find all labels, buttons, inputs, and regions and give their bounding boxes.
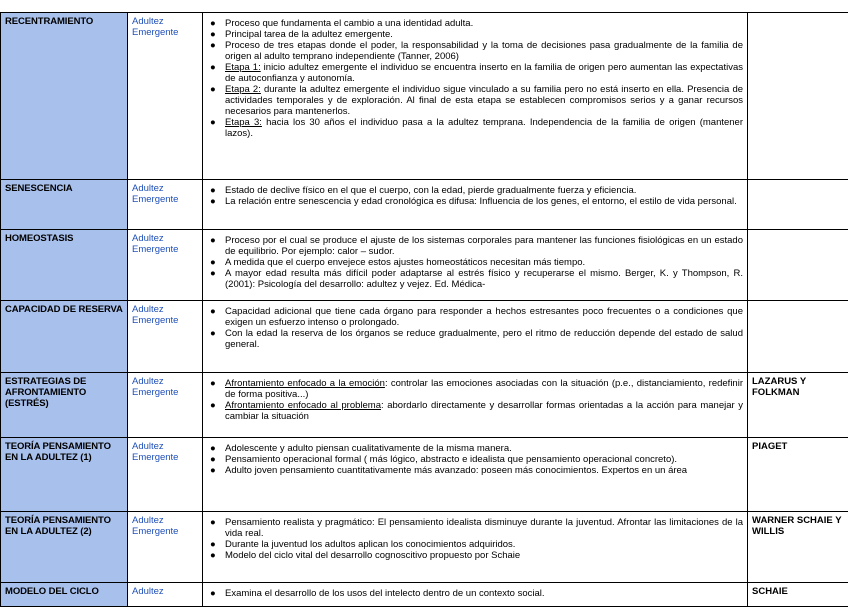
bullet-icon: ● (210, 539, 216, 550)
item-text: Examina el desarrollo de los usos del intelecto dentro de un contexto social. (225, 588, 545, 599)
bullet-icon: ● (210, 62, 216, 73)
list-item (225, 257, 743, 268)
item-text: Capacidad adicional que tiene cada órgano para responder a hechos estresantes poco frecuentes o a condiciones que exigen un esfuerzo intenso o prolongado. (225, 306, 743, 328)
table-row (1, 512, 848, 583)
bullet-icon: ● (210, 378, 216, 389)
author-cell: WARNER SCHAIE Y WILLIS (748, 512, 848, 583)
item-text: Adulto joven pensamiento cuantitativamente más avanzado: poseen más conocimientos. Expertos en un área (225, 465, 687, 476)
list-item (225, 400, 743, 422)
item-text: Proceso que fundamenta el cambio a una identidad adulta. (225, 18, 473, 29)
table-row (1, 373, 848, 438)
author-cell: PIAGET (748, 438, 848, 512)
description-cell (203, 13, 748, 180)
table-row (1, 230, 848, 301)
author-cell: SCHAIE (748, 583, 848, 607)
list-item (225, 235, 743, 257)
bullet-icon: ● (210, 196, 216, 207)
item-text: Pensamiento operacional formal ( más lógico, abstracto e idealista que pensamiento operacional concreto). (225, 454, 677, 465)
item-text: Proceso por el cual se produce el ajuste de los sistemas corporales para mantener las funciones fisiológicas en un estado de equilibrio. Por ejemplo: calor – sudor. (225, 235, 743, 257)
bullet-list (207, 18, 743, 139)
item-text: Con la edad la reserva de los órganos se reduce gradualmente, pero el ritmo de reducción depende del estado de salud general. (225, 328, 743, 350)
bullet-icon: ● (210, 328, 216, 339)
bullet-icon: ● (210, 400, 216, 411)
stage-cell: Adultez Emergente (128, 180, 203, 230)
item-label: Etapa 2: (225, 84, 261, 95)
list-item (225, 29, 743, 40)
table-row (1, 583, 848, 607)
glossary-rows (1, 13, 848, 607)
bullet-icon: ● (210, 257, 216, 268)
bullet-icon: ● (210, 550, 216, 561)
item-text: Adolescente y adulto piensan cualitativamente de la misma manera. (225, 443, 512, 454)
table-row (1, 438, 848, 512)
stage-cell: Adultez (128, 583, 203, 607)
term-cell: MODELO DEL CICLO (1, 583, 128, 607)
item-text: La relación entre senescencia y edad cronológica es difusa: Influencia de los genes, el entorno, el estilo de vida personal. (225, 196, 737, 207)
list-item (225, 18, 743, 29)
list-item (225, 539, 743, 550)
term-cell: TEORÍA PENSAMIENTO EN LA ADULTEZ (1) (1, 438, 128, 512)
bullet-icon: ● (210, 306, 216, 317)
description-cell (203, 583, 748, 607)
bullet-icon: ● (210, 18, 216, 29)
bullet-icon: ● (210, 454, 216, 465)
list-item (225, 196, 743, 207)
item-text: Modelo del ciclo vital del desarrollo cognoscitivo propuesto por Schaie (225, 550, 520, 561)
list-item (225, 306, 743, 328)
bullet-list (207, 443, 743, 476)
item-text: hacia los 30 años el individuo pasa a la adultez temprana. Independencia de la familia de origen (mantener lazos). (225, 117, 743, 139)
description-cell (203, 180, 748, 230)
author-cell (748, 230, 848, 301)
stage-cell: Adultez Emergente (128, 13, 203, 180)
bullet-icon: ● (210, 29, 216, 40)
list-item (225, 117, 743, 139)
bullet-list (207, 517, 743, 561)
item-label: Etapa 1: (225, 62, 261, 73)
bullet-icon: ● (210, 465, 216, 476)
author-cell (748, 301, 848, 373)
table-row (1, 13, 848, 180)
table-row (1, 180, 848, 230)
list-item (225, 454, 743, 465)
term-cell: CAPACIDAD DE RESERVA (1, 301, 128, 373)
term-cell: HOMEOSTASIS (1, 230, 128, 301)
list-item (225, 62, 743, 84)
list-item (225, 465, 743, 476)
bullet-icon: ● (210, 443, 216, 454)
glossary-table (0, 12, 848, 607)
list-item (225, 443, 743, 454)
item-label: Etapa 3: (225, 117, 262, 128)
list-item (225, 268, 743, 290)
term-cell: ESTRATEGIAS DE AFRONTAMIENTO (ESTRÉS) (1, 373, 128, 438)
bullet-icon: ● (210, 588, 216, 599)
description-cell (203, 301, 748, 373)
item-text: inicio adultez emergente el individuo se encuentra inserto en la familia de origen pero aumentan las expectativas de autoconfianza y autonomía. (225, 62, 743, 84)
bullet-icon: ● (210, 517, 216, 528)
list-item (225, 378, 743, 400)
table-row (1, 301, 848, 373)
item-text: Principal tarea de la adultez emergente. (225, 29, 393, 40)
item-text: Proceso de tres etapas donde el poder, la responsabilidad y la toma de decisiones pasa gradualmente de la familia de origen al adulto temprano independiente (Tanner, 2006) (225, 40, 743, 62)
stage-cell: Adultez Emergente (128, 301, 203, 373)
description-cell (203, 373, 748, 438)
item-label: Afrontamiento enfocado al problema (225, 400, 381, 411)
list-item (225, 550, 743, 561)
bullet-icon: ● (210, 40, 216, 51)
stage-cell: Adultez Emergente (128, 373, 203, 438)
author-cell (748, 180, 848, 230)
item-text: : abordarlo directamente y desarrollar formas orientadas a la acción para manejar y cambiar la situación (225, 400, 743, 422)
bullet-icon: ● (210, 84, 216, 95)
bullet-list (207, 185, 743, 207)
item-text: Estado de declive físico en el que el cuerpo, con la edad, pierde gradualmente fuerza y eficiencia. (225, 185, 636, 196)
description-cell (203, 512, 748, 583)
bullet-list (207, 235, 743, 290)
bullet-icon: ● (210, 185, 216, 196)
stage-cell: Adultez Emergente (128, 512, 203, 583)
description-cell (203, 230, 748, 301)
bullet-icon: ● (210, 117, 216, 128)
list-item (225, 588, 743, 599)
bullet-icon: ● (210, 268, 216, 279)
list-item (225, 84, 743, 117)
item-text: : controlar las emociones asociadas con la situación (p.e., distanciamiento, redefinir de forma positiva...) (225, 378, 743, 400)
item-text: Pensamiento realista y pragmático: El pensamiento idealista disminuye durante la juventud. Afrontar las limitaciones de la vida real. (225, 517, 743, 539)
term-cell: TEORÍA PENSAMIENTO EN LA ADULTEZ (2) (1, 512, 128, 583)
list-item (225, 328, 743, 350)
stage-cell: Adultez Emergente (128, 438, 203, 512)
bullet-list (207, 306, 743, 350)
description-cell (203, 438, 748, 512)
term-cell: SENESCENCIA (1, 180, 128, 230)
bullet-list (207, 588, 743, 599)
item-text: A mayor edad resulta más difícil poder adaptarse al estrés físico y recuperarse el mismo. Berger, K. y Thompson, R. (2001): Psicología del desarrollo: adultez y vejez. Ed. Médica- (225, 268, 743, 290)
stage-cell: Adultez Emergente (128, 230, 203, 301)
item-text: Durante la juventud los adultos aplican los conocimientos adquiridos. (225, 539, 515, 550)
bullet-list (207, 378, 743, 422)
item-label: Afrontamiento enfocado a la emoción (225, 378, 385, 389)
bullet-icon: ● (210, 235, 216, 246)
author-cell (748, 13, 848, 180)
list-item (225, 517, 743, 539)
item-text: A medida que el cuerpo envejece estos ajustes homeostáticos necesitan más tiempo. (225, 257, 585, 268)
list-item (225, 185, 743, 196)
term-cell: RECENTRAMIENTO (1, 13, 128, 180)
item-text: durante la adultez emergente el individuo sigue vinculado a su familia pero no está inserto en ella. Presencia de actividades temporales y de exploración. Al final de esta etapa se establecen compromisos serios y a ganar recursos necesarios para mantenerlos. (225, 84, 743, 117)
list-item (225, 40, 743, 62)
author-cell: LAZARUS Y FOLKMAN (748, 373, 848, 438)
